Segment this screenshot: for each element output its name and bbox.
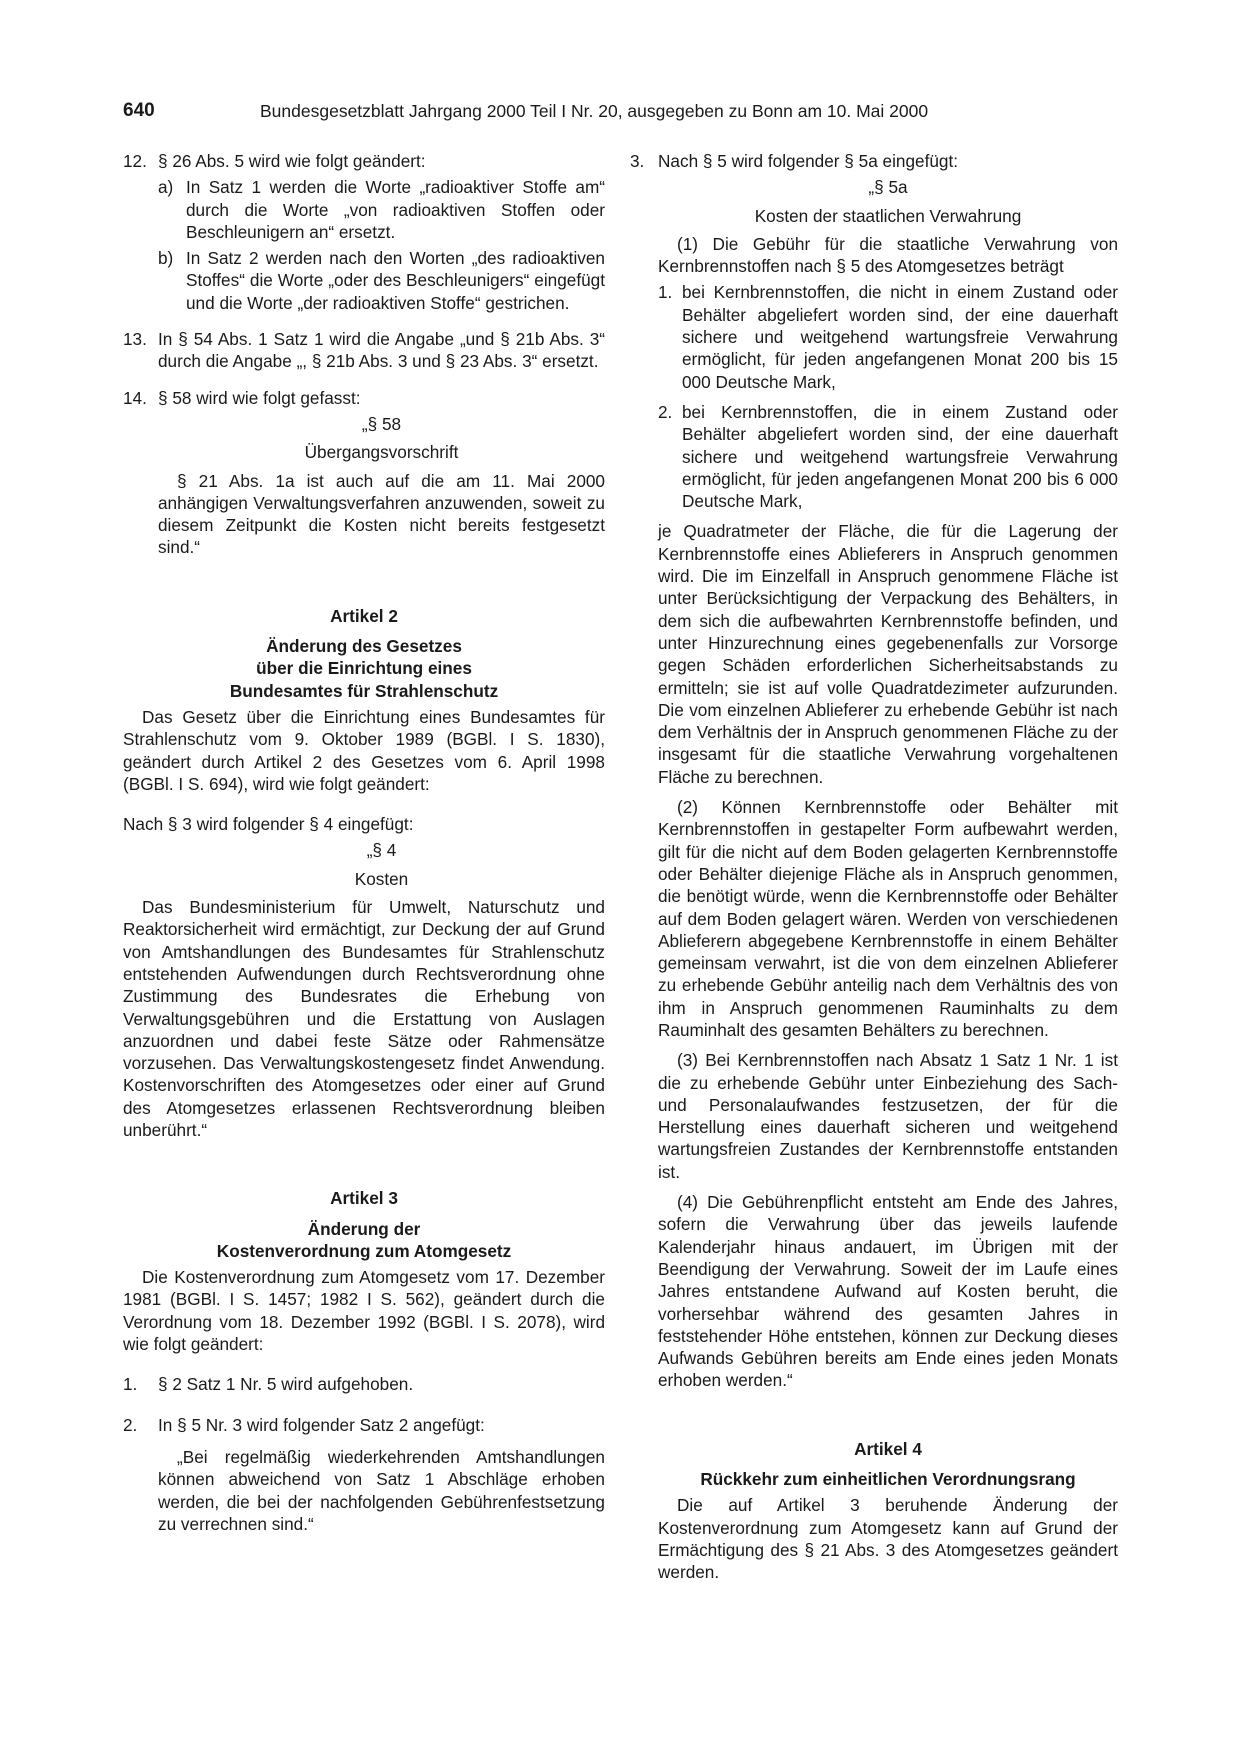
item-number: 3. xyxy=(630,151,645,171)
section-number: „§ 58 xyxy=(361,413,402,434)
item-14 xyxy=(123,387,605,409)
article-4-body: Die auf Artikel 3 beruhende Änderung der Kostenverordnung zum Atomgesetz kann auf Grund der Ermächtigung des § 21 Abs. 3 des Atomgesetzes geändert werden. xyxy=(658,1495,1118,1583)
section-5a-block xyxy=(630,176,1118,277)
article-3-title-line: Kostenverordnung zum Atomgesetz xyxy=(216,1240,512,1261)
article-2-intro: Das Gesetz über die Einrichtung eines Bundesamtes für Strahlenschutz vom 9. Oktober 1989 (BGBl. I S. 1830), geändert durch Artikel 2 des Gesetzes vom 6. April 1998 (BGBl. I S. 694), wird wie folgt geändert: xyxy=(123,706,605,794)
sub-item-text: In Satz 2 werden nach den Worten „des radioaktiven Stoffes“ die Worte „oder des Beschleunigers“ eingefügt und die Worte „der radioaktiven Stoffe“ gestrichen. xyxy=(186,248,605,313)
article-3-quote-block xyxy=(123,1446,605,1535)
item-number: 12. xyxy=(123,151,147,171)
item-text: § 26 Abs. 5 wird wie folgt geändert: xyxy=(158,151,426,171)
article-3-title-line: Änderung der xyxy=(307,1218,421,1239)
section-title: Kosten xyxy=(354,868,409,889)
item-text: Nach § 5 wird folgender § 5a eingefügt: xyxy=(658,151,959,171)
item-number: 14. xyxy=(123,387,147,408)
article-2-title-line: Änderung des Gesetzes xyxy=(266,636,462,657)
article-2-title-line: Bundesamtes für Strahlenschutz xyxy=(229,680,499,701)
item-3 xyxy=(630,150,1118,172)
paragraph-1: (1) Die Gebühr für die staatliche Verwahrung von Kernbrennstoffen nach § 5 des Atomgesetzes beträgt xyxy=(658,233,1118,277)
section-number: „§ 5a xyxy=(868,177,908,198)
section-5a-body xyxy=(630,520,1118,1391)
article-3-item-1 xyxy=(123,1373,605,1395)
item-text: § 58 wird wie folgt gefasst: xyxy=(158,387,361,408)
quoted-sentence: „Bei regelmäßig wiederkehrenden Amtshandlungen können abweichend von Satz 1 Abschläge erhoben werden, die bei der nachfolgenden Gebührenfestsetzung zu verrechnen sind.“ xyxy=(158,1446,605,1534)
sub-item-letter: b) xyxy=(158,248,174,269)
item-12-a xyxy=(123,176,605,243)
gazette-header-title: Bundesgesetzblatt Jahrgang 2000 Teil I Nr. 20, ausgegeben zu Bonn am 10. Mai 2000 xyxy=(260,101,929,121)
paragraph-4: (4) Die Gebührenpflicht entsteht am Ende des Jahres, sofern die Verwahrung über das jeweils laufende Kalenderjahr hinaus andauert, im Übrigen mit der Beendigung der Verwahrung. Soweit der im Laufe eines Jahres entstandene Aufwand auf Kosten beruht, die vorhersehbar während des gesamten Jahres in feststehender Höhe entstehen, können zur Deckung dieses Aufwands Gebühren bereits am Ende eines jeden Monats erhoben werden.“ xyxy=(658,1192,1118,1391)
item-number: 2. xyxy=(123,1414,138,1435)
section-body: § 21 Abs. 1a ist auch auf die am 11. Mai 2000 anhängigen Verwaltungsverfahren anzuwenden, soweit zu diesem Zeitpunkt die Kosten nicht bereits festgesetzt sind.“ xyxy=(158,470,605,558)
page-header xyxy=(123,100,1023,128)
section-4-block xyxy=(123,839,605,890)
sub-item-text: In Satz 1 werden die Worte „radioaktiver Stoffe am“ durch die Worte „von radioaktiven Stoffen oder Beschleunigern an“ ersetzt. xyxy=(186,177,605,242)
item-text: § 2 Satz 1 Nr. 5 wird aufgehoben. xyxy=(158,1374,414,1395)
item-text: bei Kernbrennstoffen, die nicht in einem Zustand oder Behälter abgeliefert worden sind, der eine dauerhaft sichere und weitgehend wartungsfreie Verwahrung ermöglicht, für jeden angefangenen Monat 200 bis 15 000 Deutsche Mark, xyxy=(682,282,1118,392)
section-title: Kosten der staatlichen Verwahrung xyxy=(754,205,1022,226)
article-2-heading: Artikel 2 xyxy=(330,605,398,626)
sub-item-letter: a) xyxy=(158,177,174,198)
page-number: 640 xyxy=(123,100,155,121)
paragraph-1-continuation: je Quadratmeter der Fläche, die für die Lagerung der Kernbrennstoffe eines Ablieferers in Anspruch genommen wird. Die im Einzelfall in Anspruch genommene Fläche ist unter Berücksichtigung der Verpackung des Behälters, in dem sich die aufbewahrten Kernbrennstoffe befinden, und unter Hinzurechnung eines gegebenenfalls zur Vorsorge gegen Schäden erforderlichen Sicherheitsabstands zu ermitteln; sie ist auf volle Quadratdezimeter aufzurunden. Die vom einzelnen Ablieferer zu erhebende Gebühr ist nach dem Verhältnis der in Anspruch genommenen Fläche zu der insgesamt für die staatliche Verwahrung vorgehaltenen Fläche zu berechnen. xyxy=(658,521,1118,787)
item-text: In § 5 Nr. 3 wird folgender Satz 2 angefügt: xyxy=(158,1414,485,1435)
article-3-title xyxy=(123,1218,605,1263)
article-2-insert: Nach § 3 wird folgender § 4 eingefügt: xyxy=(123,814,414,835)
section-title: Übergangsvorschrift xyxy=(304,442,459,463)
item-text: bei Kernbrennstoffen, die in einem Zustand oder Behälter abgeliefert worden sind, der eine dauerhaft sichere und weitgehend wartungsfreie Verwahrung ermöglicht, für jeden angefangenen Monat 200 bis 6 000 Deutsche Mark, xyxy=(682,401,1118,512)
paragraph-1-item-1 xyxy=(630,281,1118,392)
section-4-body: Das Bundesministerium für Umwelt, Naturschutz und Reaktorsicherheit wird ermächtigt, zur Deckung der auf Grund von Amtshandlungen des Bundesamtes für Strahlenschutz entstehenden Aufwendungen durch Rechtsverordnung ohne Zustimmung des Bundesrates die Erhebung von Verwaltungsgebühren und die Erstattung von Auslagen anzuordnen und dabei feste Sätze oder Rahmensätze vorzusehen. Das Verwaltungskostengesetz findet Anwendung. Kostenvorschriften des Atomgesetzes oder einer auf Grund des Atomgesetzes erlassenen Rechtsverordnung bleiben unberührt.“ xyxy=(123,897,605,1140)
item-text: In § 54 Abs. 1 Satz 1 wird die Angabe „und § 21b Abs. 3“ durch die Angabe „, § 21b Abs. 3 und § 23 Abs. 3“ ersetzt. xyxy=(158,329,605,372)
item-13 xyxy=(123,328,605,373)
right-column xyxy=(630,150,1118,1584)
section-58-block xyxy=(123,413,605,559)
article-3-intro: Die Kostenverordnung zum Atomgesetz vom 17. Dezember 1981 (BGBl. I S. 1457; 1982 I S. 562), geändert durch die Verordnung vom 18. Dezember 1992 (BGBl. I S. 2078), wird wie folgt geändert: xyxy=(123,1267,605,1355)
item-number: 1. xyxy=(658,282,673,303)
article-4-block xyxy=(630,1438,1118,1584)
paragraph-2: (2) Können Kernbrennstoffe oder Behälter mit Kernbrennstoffen in gestapelter Form aufbewahrt werden, gilt für die nicht auf dem Boden gelagerten Kernbrennstoffe oder Behälter diejenige Fläche als in Anspruch genommen, die benötigt würde, wenn die Kernbrennstoffe oder Behälter auf dem Boden gelagert wären. Werden von verschiedenen Ablieferern abgegebene Kernbrennstoffe in einem Behälter gemeinsam verwahrt, ist die von dem einzelnen Ablieferer zu erhebende Gebühr anteilig nach dem Verhältnis des von ihm in Anspruch genommenen Rauminhalts zu dem Rauminhalt des gesamten Behälters zu berechnen. xyxy=(658,797,1118,1040)
item-12-b xyxy=(123,247,605,314)
article-3-item-2 xyxy=(123,1414,605,1436)
section-number: „§ 4 xyxy=(366,840,397,861)
item-12 xyxy=(123,150,605,172)
item-number: 13. xyxy=(123,329,147,350)
article-3-heading: Artikel 3 xyxy=(330,1188,398,1209)
article-2-title-line: über die Einrichtung eines xyxy=(256,658,472,679)
paragraph-1-item-2 xyxy=(630,401,1118,512)
paragraph-3: (3) Bei Kernbrennstoffen nach Absatz 1 Satz 1 Nr. 1 ist die zu erhebende Gebühr unter Einbeziehung des Sach- und Personalaufwandes festzusetzen, der für die Herstellung eines dauerhaft sicheren und weitgehend wartungsfreien Zustandes der Kernbrennstoffe entstanden ist. xyxy=(658,1050,1118,1182)
item-number: 1. xyxy=(123,1374,138,1395)
item-number: 2. xyxy=(658,401,673,422)
article-2-title xyxy=(123,635,605,702)
left-column xyxy=(123,150,605,1535)
article-4-title: Rückkehr zum einheitlichen Verordnungsrang xyxy=(700,1469,1076,1490)
article-4-heading: Artikel 4 xyxy=(854,1438,922,1459)
